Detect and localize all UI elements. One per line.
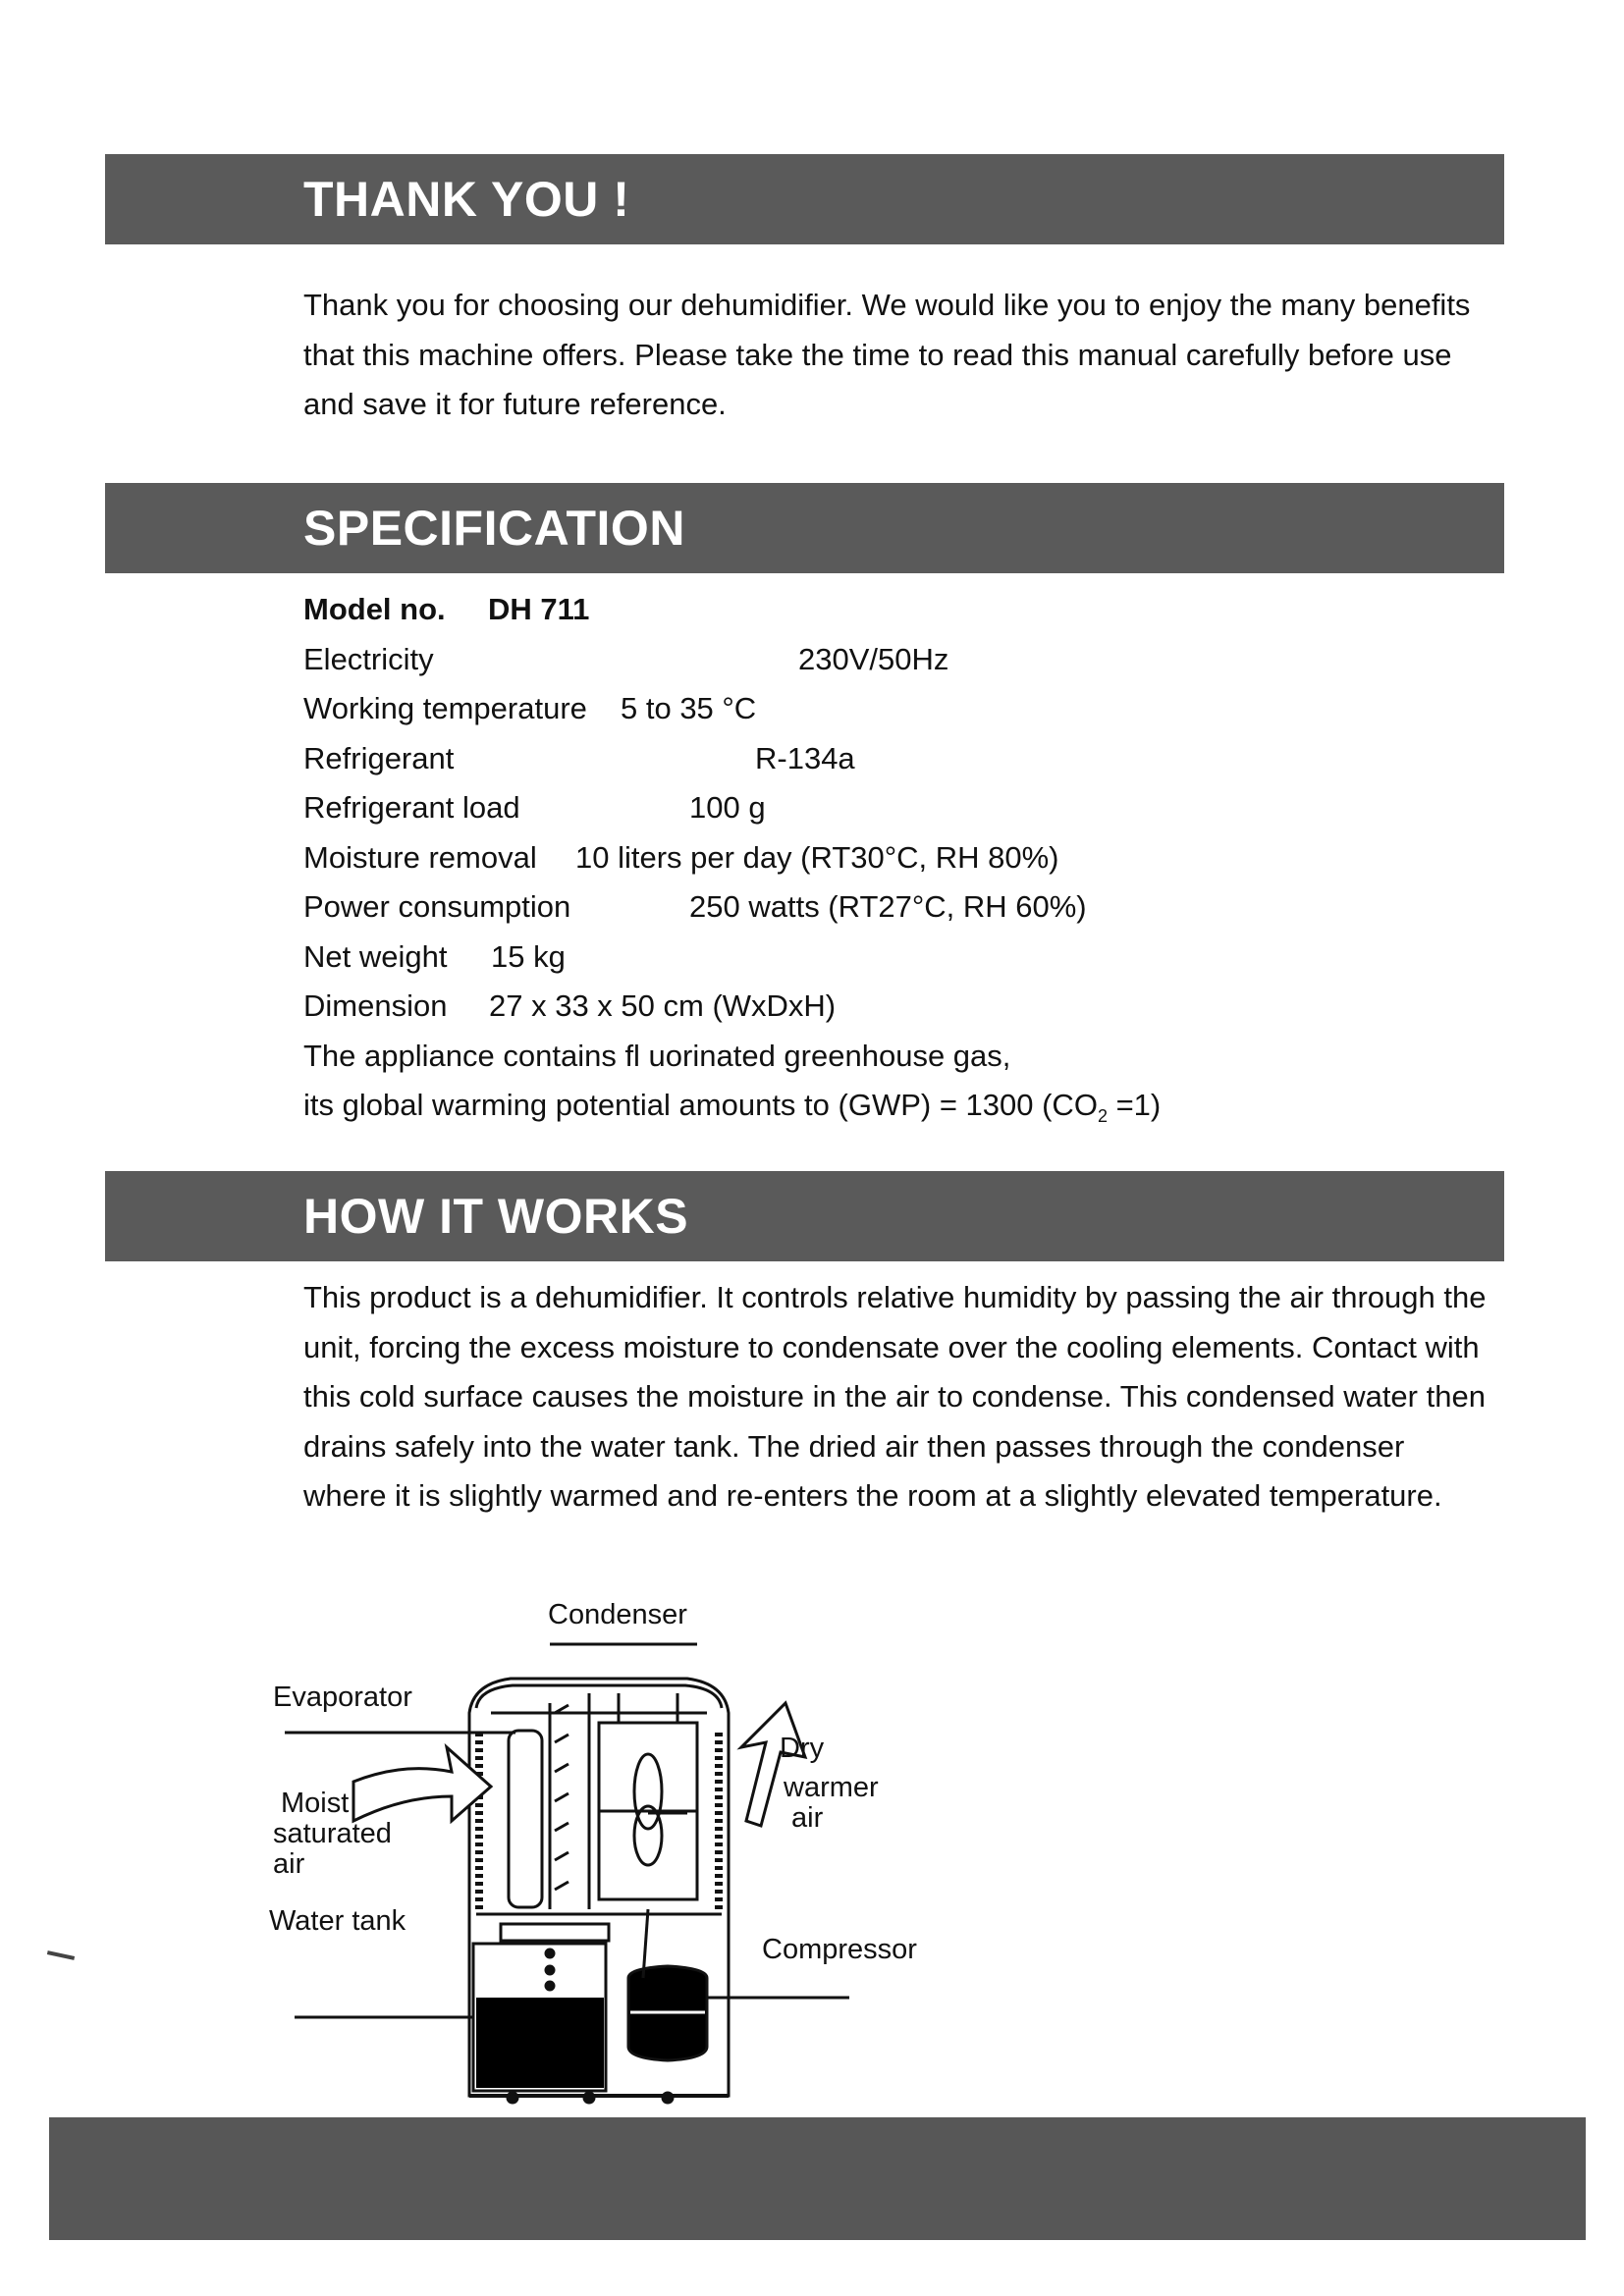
spec-value: 27 x 33 x 50 cm (WxDxH): [489, 988, 837, 1023]
model-value: DH 711: [488, 592, 590, 626]
model-label: Model no.: [303, 592, 446, 626]
label-evaporator: Evaporator: [273, 1682, 412, 1713]
dehumidifier-illustration: [255, 1585, 962, 2115]
spec-value: 230V/50Hz: [798, 641, 949, 676]
gas-notice-text-2: [303, 1081, 1161, 1142]
spec-value: 15 kg: [491, 938, 566, 974]
label-dry: Dry: [780, 1733, 825, 1764]
how-it-works-body: This product is a dehumidifier. It controls relative humidity by passing the air through the unit, forcing the excess moisture to condensate over the cooling elements. Contact with this cold surface causes the moisture in the air to condense. This condensed water then drains safely into the water tank. The dried air then passes through the condenser where it is slightly warmed and re-enters the room at a slightly elevated temperature.: [303, 1280, 1487, 1513]
label-air-out: air: [791, 1802, 824, 1834]
label-compressor: Compressor: [762, 1934, 917, 1965]
gwp-ratio: =1): [1107, 1088, 1162, 1122]
label-air-in: air: [273, 1848, 305, 1880]
specification-heading: SPECIFICATION: [303, 501, 685, 556]
scan-mark: [47, 1950, 75, 1960]
spec-value: 100 g: [689, 790, 766, 825]
spec-label: Dimension: [303, 988, 448, 1023]
spec-label: Refrigerant: [303, 740, 455, 775]
how-it-works-header: [105, 1171, 1504, 1261]
specification-header: [105, 483, 1504, 573]
thank-you-header: [105, 154, 1504, 244]
spec-value: 10 liters per day (RT30°C, RH 80%): [575, 839, 1059, 875]
label-water-tank: Water tank: [269, 1905, 406, 1937]
label-saturated: saturated: [273, 1818, 392, 1849]
how-it-works-heading: HOW IT WORKS: [303, 1189, 689, 1244]
spec-label: Electricity: [303, 641, 434, 676]
spec-label: Net weight: [303, 938, 448, 974]
spec-label: Working temperature: [303, 691, 587, 725]
spec-value: 250 watts (RT27°C, RH 60%): [689, 889, 1087, 924]
spec-label: Power consumption: [303, 889, 571, 924]
spec-label: Moisture removal: [303, 839, 537, 875]
footer-band: [49, 2117, 1586, 2240]
thank-you-heading: THANK YOU !: [303, 172, 630, 227]
label-warmer: warmer: [784, 1772, 879, 1803]
dehumidifier-diagram: [255, 1585, 962, 2115]
co2-subscript: 2: [1097, 1106, 1108, 1127]
gwp-text: its global warming potential amounts to (GWP) = 1300 (CO: [303, 1088, 1098, 1122]
label-moist: Moist: [281, 1788, 350, 1819]
label-condenser: Condenser: [548, 1599, 687, 1630]
spec-value: R-134a: [755, 740, 855, 775]
spec-value: 5 to 35 °C: [621, 691, 757, 725]
spec-label: Refrigerant load: [303, 790, 520, 825]
gas-notice-text: The appliance contains fl uorinated greenhouse gas,: [303, 1038, 1011, 1073]
thank-you-body: Thank you for choosing our dehumidifier. We would like you to enjoy the many benefits that this machine offers. Please take the time to read this manual carefully before use and save it for future reference.: [303, 288, 1471, 421]
